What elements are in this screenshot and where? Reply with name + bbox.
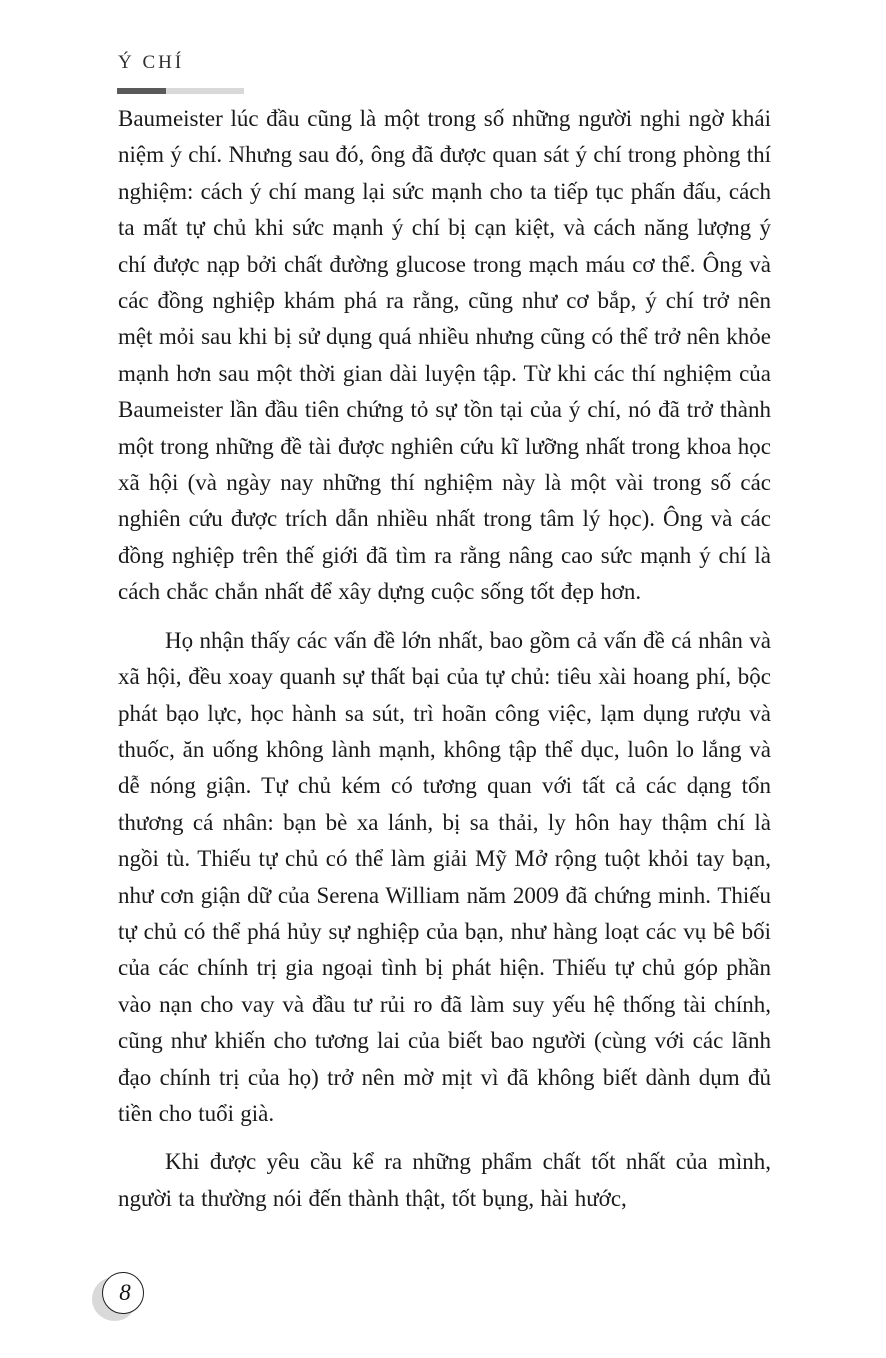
chapter-divider-bar — [117, 88, 244, 94]
paragraph: Khi được yêu cầu kể ra những phẩm chất tốt nhất của mình, người ta thường nói đến thành thật, tốt bụng, hài hước, — [118, 1149, 771, 1211]
page-number-circle — [102, 1272, 144, 1314]
divider-bar-dark-segment — [117, 88, 166, 94]
page-number: 8 — [119, 1280, 131, 1305]
page-number-badge — [92, 1267, 152, 1323]
paragraph: Baumeister lúc đầu cũng là một trong số những người nghi ngờ khái niệm ý chí. Nhưng sau đó, ông đã được quan sát ý chí trong phòng thí nghiệm: cách ý chí mang lại sức mạnh cho ta tiếp tục phấn đấu, cách ta mất tự chủ khi sức mạnh ý chí bị cạn kiệt, và cách năng lượng ý chí được nạp bởi chất đường glucose trong mạch máu cơ thể. Ông và các đồng nghiệp khám phá ra rằng, cũng như cơ bắp, ý chí trở nên mệt mỏi sau khi bị sử dụng quá nhiều nhưng cũng có thể trở nên khỏe mạnh hơn sau một thời gian dài luyện tập. Từ khi các thí nghiệm của Baumeister lần đầu tiên chứng tỏ sự tồn tại của ý chí, nó đã trở thành một trong những đề tài được nghiên cứu kĩ lưỡng nhất trong khoa học xã hội (và ngày nay những thí nghiệm này là một vài trong số các nghiên cứu được trích dẫn nhiều nhất trong tâm lý học). Ông và các đồng nghiệp trên thế giới đã tìm ra rằng nâng cao sức mạnh ý chí là cách chắc chắn nhất để xây dựng cuộc sống tốt đẹp hơn. — [118, 106, 771, 605]
divider-bar-light-segment — [166, 88, 244, 94]
chapter-title: Ý CHÍ — [118, 52, 185, 73]
text-body — [118, 101, 771, 1229]
running-header — [118, 52, 184, 74]
paragraph: Họ nhận thấy các vấn đề lớn nhất, bao gồm cả vấn đề cá nhân và xã hội, đều xoay quanh sự thất bại của tự chủ: tiêu xài hoang phí, bộc phát bạo lực, học hành sa sút, trì hoãn công việc, lạm dụng rượu và thuốc, ăn uống không lành mạnh, không tập thể dục, luôn lo lắng và dễ nóng giận. Tự chủ kém có tương quan với tất cả các dạng tổn thương cá nhân: bạn bè xa lánh, bị sa thải, ly hôn hay thậm chí là ngồi tù. Thiếu tự chủ có thể làm giải Mỹ Mở rộng tuột khỏi tay bạn, như cơn giận dữ của Serena William năm 2009 đã chứng minh. Thiếu tự chủ có thể phá hủy sự nghiệp của bạn, như hàng loạt các vụ bê bối của các chính trị gia ngoại tình bị phát hiện. Thiếu tự chủ góp phần vào nạn cho vay và đầu tư rủi ro đã làm suy yếu hệ thống tài chính, cũng như khiến cho tương lai của biết bao người (cùng với các lãnh đạo chính trị của họ) trở nên mờ mịt vì đã không biết dành dụm đủ tiền cho tuổi già. — [118, 627, 771, 1126]
